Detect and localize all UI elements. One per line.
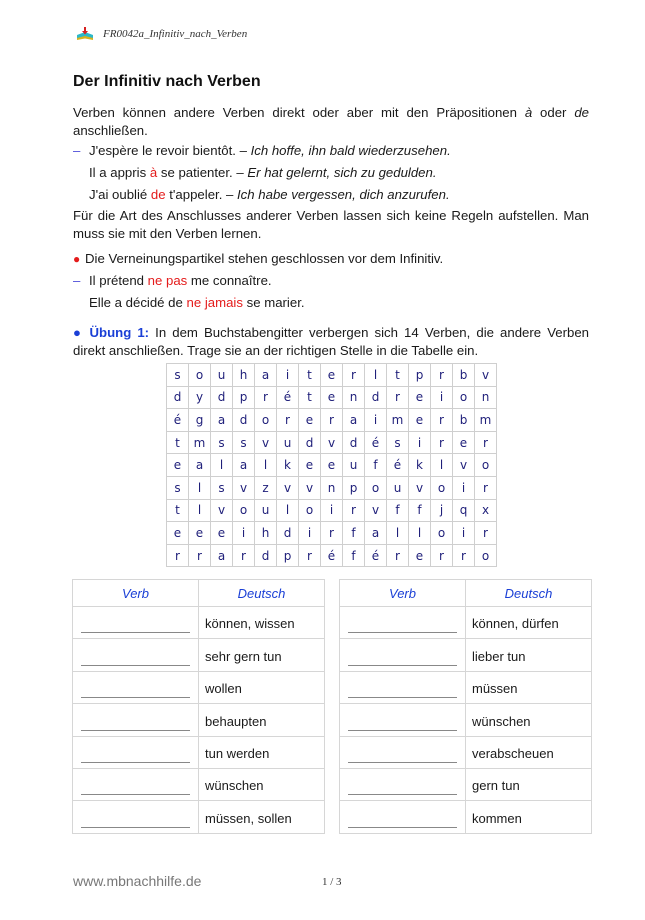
grid-cell: e <box>409 386 431 409</box>
grid-cell: p <box>409 364 431 387</box>
grid-cell: b <box>453 364 475 387</box>
grid-cell: v <box>409 476 431 499</box>
example-highlight: à <box>149 165 158 180</box>
grid-cell: l <box>211 454 233 477</box>
grid-cell: e <box>299 454 321 477</box>
grid-cell: v <box>255 431 277 454</box>
grid-cell: i <box>453 522 475 545</box>
german-meaning: kommen <box>472 810 522 826</box>
grid-cell: e <box>409 544 431 567</box>
grid-row <box>167 522 497 545</box>
grid-row <box>167 454 497 477</box>
grid-cell: n <box>321 476 343 499</box>
grid-cell: y <box>189 386 211 409</box>
verb-answer-cell[interactable] <box>73 607 199 639</box>
grid-cell: n <box>475 386 497 409</box>
exercise-label: Übung 1: <box>89 325 150 340</box>
red-bullet-icon: ● <box>73 252 81 266</box>
grid-cell: p <box>233 386 255 409</box>
grid-cell: g <box>189 409 211 432</box>
verb-answer-cell[interactable] <box>340 607 466 639</box>
grid-cell: r <box>167 544 189 567</box>
example-highlight: ne jamais <box>186 295 243 310</box>
table-row <box>340 801 592 833</box>
grid-cell: a <box>365 522 387 545</box>
answer-blank-line[interactable] <box>81 632 190 633</box>
grid-cell: r <box>431 409 453 432</box>
table-row <box>73 736 325 768</box>
verb-answer-cell[interactable] <box>73 801 199 833</box>
grid-cell: e <box>211 522 233 545</box>
german-meaning-cell <box>466 639 592 671</box>
grid-cell: d <box>277 522 299 545</box>
grid-cell: k <box>409 454 431 477</box>
german-meaning: können, wissen <box>205 616 295 632</box>
grid-row <box>167 431 497 454</box>
grid-cell: t <box>387 364 409 387</box>
grid-cell: a <box>189 454 211 477</box>
grid-cell: k <box>277 454 299 477</box>
grid-cell: a <box>343 409 365 432</box>
example-french: se patienter. – <box>157 165 248 180</box>
grid-cell: d <box>299 431 321 454</box>
grid-cell: v <box>233 476 255 499</box>
grid-cell: u <box>277 431 299 454</box>
grid-cell: r <box>189 544 211 567</box>
german-meaning: tun werden <box>205 745 270 761</box>
example-highlight: de <box>150 187 166 202</box>
grid-cell: u <box>387 476 409 499</box>
german-meaning: müssen, sollen <box>205 810 292 826</box>
german-meaning-cell <box>199 801 325 833</box>
german-meaning-cell <box>466 768 592 800</box>
grid-cell: r <box>387 544 409 567</box>
example-french: t'appeler. – <box>165 187 238 202</box>
grid-cell: o <box>255 409 277 432</box>
grid-cell: e <box>167 522 189 545</box>
example-german: Ich hoffe, ihn bald wiederzusehen. <box>250 143 451 158</box>
grid-cell: r <box>299 544 321 567</box>
grid-cell: é <box>387 454 409 477</box>
negation-example <box>89 294 305 312</box>
exercise-instructions <box>73 324 589 360</box>
german-meaning-cell <box>199 704 325 736</box>
column-header-deutsch: Deutsch <box>466 580 592 607</box>
grid-cell: a <box>211 544 233 567</box>
grid-cell: o <box>453 386 475 409</box>
example-french: Elle a décidé de <box>89 295 187 310</box>
table-row <box>340 704 592 736</box>
book-with-red-arrow-icon <box>76 27 94 41</box>
grid-cell: e <box>453 431 475 454</box>
answer-blank-line[interactable] <box>348 794 457 795</box>
grid-cell: l <box>387 522 409 545</box>
grid-cell: u <box>255 499 277 522</box>
grid-cell: t <box>299 364 321 387</box>
grid-cell: v <box>277 476 299 499</box>
verb-answer-cell[interactable] <box>340 768 466 800</box>
grid-cell: i <box>233 522 255 545</box>
german-meaning-cell <box>199 639 325 671</box>
grid-cell: f <box>343 522 365 545</box>
verb-answer-cell[interactable] <box>340 736 466 768</box>
negation-rule <box>73 250 443 268</box>
exercise-text: In dem Buchstabengitter verbergen sich 14 Verben, die andere Verben direkt anschließen. Trage sie an der richtigen Stelle in die Tabelle ein. <box>73 325 589 358</box>
grid-cell: s <box>211 476 233 499</box>
example-german: Ich habe vergessen, dich anzurufen. <box>237 187 450 202</box>
grid-cell: é <box>321 544 343 567</box>
answer-blank-line[interactable] <box>81 730 190 731</box>
answer-blank-line[interactable] <box>81 665 190 666</box>
grid-cell: é <box>365 431 387 454</box>
grid-cell: f <box>365 454 387 477</box>
negation-example <box>73 272 272 290</box>
verb-table-right <box>339 579 592 834</box>
grid-cell: s <box>167 364 189 387</box>
grid-cell: o <box>475 544 497 567</box>
grid-cell: v <box>211 499 233 522</box>
grid-cell: o <box>189 364 211 387</box>
grid-cell: r <box>475 476 497 499</box>
table-row <box>340 671 592 703</box>
column-header-deutsch: Deutsch <box>199 580 325 607</box>
grid-cell: l <box>277 499 299 522</box>
german-meaning: sehr gern tun <box>205 648 282 664</box>
intro-paragraph <box>73 104 589 140</box>
grid-cell: r <box>343 364 365 387</box>
grid-cell: e <box>409 409 431 432</box>
grid-cell: r <box>255 386 277 409</box>
grid-cell: a <box>255 364 277 387</box>
german-meaning-cell <box>466 801 592 833</box>
example-french: Il a appris <box>89 165 150 180</box>
verb-answer-cell[interactable] <box>340 671 466 703</box>
column-header-verb: Verb <box>73 580 199 607</box>
german-meaning: wünschen <box>472 713 531 729</box>
grid-cell: r <box>475 522 497 545</box>
grid-cell: o <box>233 499 255 522</box>
grid-cell: a <box>233 454 255 477</box>
grid-cell: d <box>343 431 365 454</box>
grid-cell: r <box>277 409 299 432</box>
grid-cell: r <box>431 431 453 454</box>
example-line <box>89 186 450 204</box>
dash-marker: – <box>73 273 81 288</box>
grid-cell: o <box>431 476 453 499</box>
german-meaning-cell <box>466 671 592 703</box>
example-german: Er hat gelernt, sich zu gedulden. <box>247 165 437 180</box>
letter-grid <box>166 363 497 567</box>
table-header-row <box>340 580 592 607</box>
grid-cell: d <box>365 386 387 409</box>
grid-row <box>167 476 497 499</box>
grid-cell: j <box>431 499 453 522</box>
german-meaning: wünschen <box>205 778 264 794</box>
answer-blank-line[interactable] <box>81 794 190 795</box>
intro-text: anschließen. <box>73 123 148 138</box>
blue-bullet-icon: ● <box>73 325 84 340</box>
german-meaning-cell <box>466 607 592 639</box>
grid-cell: q <box>453 499 475 522</box>
grid-cell: m <box>387 409 409 432</box>
example-french: me connaître. <box>187 273 272 288</box>
answer-blank-line[interactable] <box>348 730 457 731</box>
grid-cell: o <box>475 454 497 477</box>
verb-answer-cell[interactable] <box>73 671 199 703</box>
grid-cell: i <box>409 431 431 454</box>
grid-cell: i <box>277 364 299 387</box>
grid-row <box>167 544 497 567</box>
grid-cell: p <box>343 476 365 499</box>
grid-cell: s <box>211 431 233 454</box>
table-row <box>340 768 592 800</box>
grid-cell: s <box>233 431 255 454</box>
table-row <box>73 607 325 639</box>
grid-cell: r <box>387 386 409 409</box>
grid-cell: i <box>321 499 343 522</box>
grid-row <box>167 386 497 409</box>
verb-table-left <box>72 579 325 834</box>
grid-cell: u <box>343 454 365 477</box>
grid-cell: d <box>167 386 189 409</box>
answer-blank-line[interactable] <box>81 762 190 763</box>
table-header-row <box>73 580 325 607</box>
answer-blank-line[interactable] <box>348 827 457 828</box>
verb-answer-cell[interactable] <box>340 704 466 736</box>
grid-cell: i <box>431 386 453 409</box>
grid-cell: u <box>211 364 233 387</box>
german-meaning-cell <box>466 736 592 768</box>
negation-text: Die Verneinungspartikel stehen geschlossen vor dem Infinitiv. <box>85 251 444 266</box>
grid-cell: l <box>431 454 453 477</box>
grid-cell: v <box>475 364 497 387</box>
table-row <box>340 736 592 768</box>
german-meaning-cell <box>199 607 325 639</box>
german-meaning-cell <box>199 671 325 703</box>
preposition-de: de <box>574 105 589 120</box>
grid-cell: r <box>431 544 453 567</box>
grid-cell: e <box>321 386 343 409</box>
grid-cell: r <box>453 544 475 567</box>
grid-cell: s <box>387 431 409 454</box>
dash-marker: – <box>73 143 81 158</box>
grid-cell: h <box>233 364 255 387</box>
grid-cell: i <box>299 522 321 545</box>
verb-answer-cell[interactable] <box>73 736 199 768</box>
grid-cell: t <box>167 499 189 522</box>
verb-answer-cell[interactable] <box>340 639 466 671</box>
german-meaning: wollen <box>205 681 242 697</box>
example-french: J'espère le revoir bientôt. – <box>89 143 251 158</box>
grid-cell: s <box>167 476 189 499</box>
grid-cell: r <box>475 431 497 454</box>
grid-cell: r <box>321 522 343 545</box>
table-row <box>73 801 325 833</box>
grid-cell: v <box>365 499 387 522</box>
grid-cell: f <box>409 499 431 522</box>
preposition-a: à <box>524 105 533 120</box>
grid-cell: m <box>189 431 211 454</box>
german-meaning: können, dürfen <box>472 616 559 632</box>
verb-answer-cell[interactable] <box>73 639 199 671</box>
german-meaning-cell <box>199 736 325 768</box>
grid-cell: i <box>365 409 387 432</box>
column-header-verb: Verb <box>340 580 466 607</box>
grid-cell: r <box>343 499 365 522</box>
grid-cell: é <box>167 409 189 432</box>
grid-cell: o <box>365 476 387 499</box>
verb-answer-cell[interactable] <box>340 801 466 833</box>
german-meaning: behaupten <box>205 713 267 729</box>
grid-cell: r <box>233 544 255 567</box>
grid-cell: b <box>453 409 475 432</box>
example-french: se marier. <box>242 295 305 310</box>
german-meaning: gern tun <box>472 778 520 794</box>
table-row <box>73 671 325 703</box>
table-row <box>340 639 592 671</box>
grid-cell: e <box>321 364 343 387</box>
answer-blank-line[interactable] <box>81 827 190 828</box>
grid-cell: o <box>299 499 321 522</box>
example-highlight: ne pas <box>147 273 188 288</box>
example-french: J'ai oublié <box>89 187 151 202</box>
german-meaning-cell <box>199 768 325 800</box>
answer-blank-line[interactable] <box>348 665 457 666</box>
grid-cell: l <box>189 476 211 499</box>
grid-cell: x <box>475 499 497 522</box>
grid-cell: e <box>299 409 321 432</box>
document-id: FR0042a_Infinitiv_nach_Verben <box>103 28 248 40</box>
grid-cell: r <box>321 409 343 432</box>
grid-cell: n <box>343 386 365 409</box>
intro-text: oder <box>532 105 575 120</box>
german-meaning: müssen <box>472 681 518 697</box>
grid-cell: t <box>299 386 321 409</box>
document-header <box>76 26 247 42</box>
rule-paragraph: Für die Art des Anschlusses anderer Verben lassen sich keine Regeln aufstellen. Man muss sie mit den Verben lernen. <box>73 208 589 241</box>
example-line <box>73 142 451 160</box>
grid-cell: r <box>431 364 453 387</box>
grid-cell: p <box>277 544 299 567</box>
table-row <box>73 639 325 671</box>
example-french: Il prétend <box>89 273 148 288</box>
grid-cell: h <box>255 522 277 545</box>
grid-cell: d <box>233 409 255 432</box>
grid-cell: l <box>189 499 211 522</box>
intro-text: Verben können andere Verben direkt oder aber mit den Präpositionen <box>73 105 525 120</box>
grid-cell: m <box>475 409 497 432</box>
grid-cell: a <box>211 409 233 432</box>
grid-cell: z <box>255 476 277 499</box>
example-line <box>89 164 437 182</box>
grid-cell: é <box>365 544 387 567</box>
grid-cell: d <box>255 544 277 567</box>
grid-cell: i <box>453 476 475 499</box>
page-title: Der Infinitiv nach Verben <box>73 73 261 90</box>
grid-cell: d <box>211 386 233 409</box>
table-row <box>73 768 325 800</box>
grid-cell: l <box>365 364 387 387</box>
table-row <box>340 607 592 639</box>
answer-blank-line[interactable] <box>348 632 457 633</box>
answer-blank-line[interactable] <box>348 762 457 763</box>
grid-cell: v <box>453 454 475 477</box>
german-meaning: lieber tun <box>472 648 526 664</box>
grid-row <box>167 409 497 432</box>
answer-blank-line[interactable] <box>348 697 457 698</box>
grid-cell: l <box>255 454 277 477</box>
page-number: 1 / 3 <box>322 876 342 888</box>
verb-answer-cell[interactable] <box>73 768 199 800</box>
grid-row <box>167 364 497 387</box>
grid-cell: e <box>167 454 189 477</box>
grid-cell: é <box>277 386 299 409</box>
grid-cell: t <box>167 431 189 454</box>
grid-cell: l <box>409 522 431 545</box>
verb-answer-cell[interactable] <box>73 704 199 736</box>
grid-cell: v <box>321 431 343 454</box>
german-meaning-cell <box>466 704 592 736</box>
grid-cell: e <box>189 522 211 545</box>
grid-cell: e <box>321 454 343 477</box>
german-meaning: verabscheuen <box>472 745 554 761</box>
grid-cell: o <box>431 522 453 545</box>
footer-url[interactable]: www.mbnachhilfe.de <box>73 873 202 889</box>
grid-cell: v <box>299 476 321 499</box>
answer-blank-line[interactable] <box>81 697 190 698</box>
grid-cell: f <box>343 544 365 567</box>
table-row <box>73 704 325 736</box>
grid-cell: f <box>387 499 409 522</box>
grid-row <box>167 499 497 522</box>
